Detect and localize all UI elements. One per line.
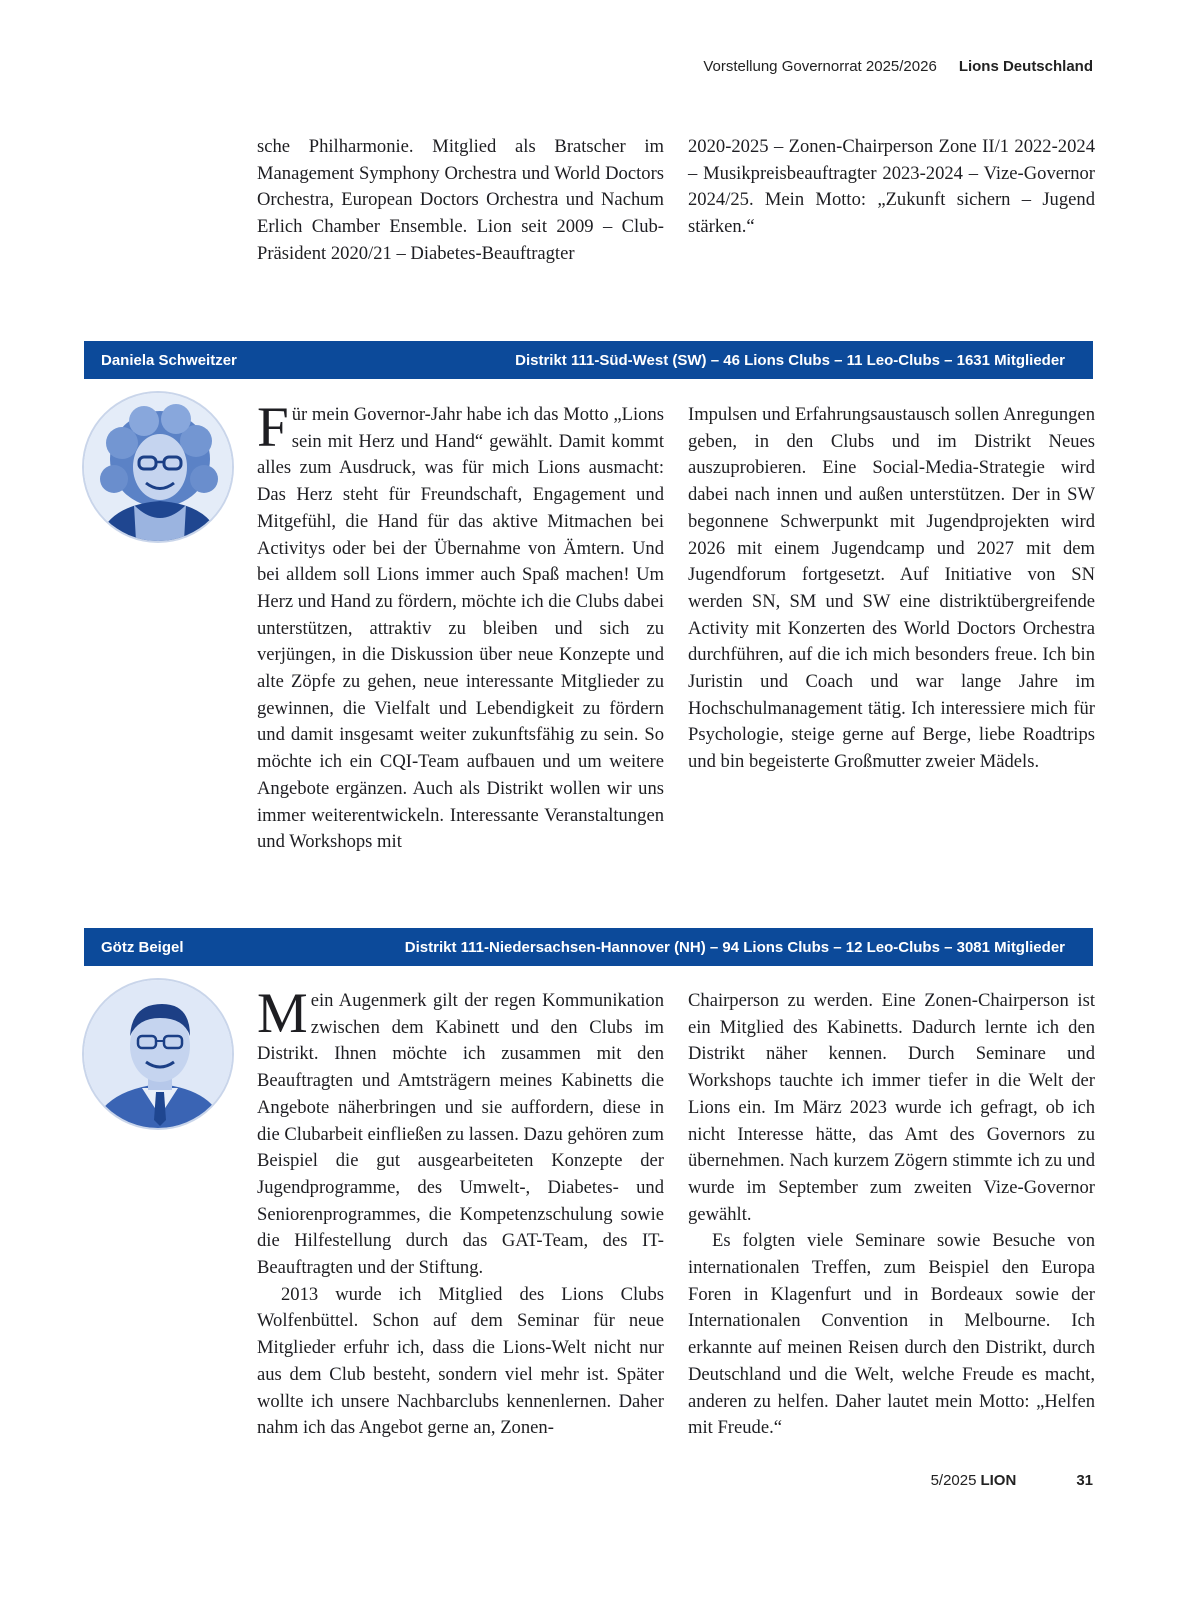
profile-name: Götz Beigel	[101, 938, 184, 956]
profile-text-left: Für mein Governor-Jahr habe ich das Motto „Lions sein mit Herz und Hand“ gewählt. Damit kommt alles zum Ausdruck, was für mich Lions ausmacht: Das Herz steht für Freundschaft, Engagement und Mitgefühl, die Hand für das aktive Mitmachen bei Activitys oder bei der Übernahme von Ämtern. Und bei alldem soll Lions immer auch Spaß machen! Um Herz und Hand zu fördern, möchte ich die Clubs dabei unterstützen, attraktiv zu bleiben und sich zu verjüngen, in die Diskussion über neue Konzepte und alte Zöpfe zu gehen, neue interessante Mitglieder zu gewinnen, die Vielfalt und Lebendigkeit zu fördern und damit insgesamt weiter zukunftsfähig zu sein. So möchte ich ein CQI-Team aufbauen und um weitere Angebote ergänzen. Auch als Distrikt wollen wir uns immer weiterentwickeln. Interessante Veranstaltungen und Workshops mit	[257, 396, 664, 853]
district-info: Distrikt 111-Niedersachsen-Hannover (NH) – 94 Lions Clubs – 12 Leo-Clubs – 3081 Mitglieder	[404, 938, 1065, 956]
dropcap: M	[257, 982, 308, 1045]
profile-name: Daniela Schweitzer	[101, 351, 237, 369]
profile-text-right: Impulsen und Erfahrungsaustausch sollen Anregungen geben, in den Clubs und im Distrikt Neues auszuprobieren. Eine Social-Media-Strategie wird dabei nach innen und außen unterstützen. Der in SW begonnene Schwerpunkt mit Jugendprojekten wird 2026 mit einem Jugendcamp und 2027 mit dem Jugendforum fortgesetzt. Auf Initiative von SN werden SN, SM und SW eine distriktübergreifende Activity mit Konzerten des World Doctors Orchestra durchführen, auf die ich mich besonders freue. Ich bin Juristin und Coach und war lange Jahre im Hochschulmanagement tätig. Ich interessiere mich für Psychologie, steige gerne auf Berge, liebe Roadtrips und bin begeisterte Großmutter zweier Mädels.	[688, 404, 1095, 773]
continued-text-left: sche Philharmonie. Mitglied als Bratscher im Management Symphony Orchestra und World Doctors Orchestra, European Doctors Orchestra und Nachum Erlich Chamber Ensemble. Lion seit 2009 – Club-Präsident 2020/21 – Diabetes-Beauftragter	[257, 136, 664, 264]
portrait-photo	[84, 393, 232, 541]
district-info: Distrikt 111-Süd-West (SW) – 46 Lions Clubs – 11 Leo-Clubs – 1631 Mitglieder	[515, 351, 1065, 369]
section-title: Vorstellung Governorrat 2025/2026	[703, 58, 937, 75]
portrait-photo	[84, 980, 232, 1128]
running-header	[703, 58, 1093, 75]
profile-header-bar	[84, 928, 1093, 966]
profile-header-bar	[84, 341, 1093, 379]
page-number: 31	[1076, 1472, 1093, 1489]
dropcap: F	[257, 396, 289, 459]
profile-text-left: Mein Augenmerk gilt der regen Kommunikation zwischen dem Kabinett und den Clubs im Distrikt. Ihnen möchte ich zusammen mit den Beauftragten und Amtsträgern meines Kabinetts die Angebote näherbringen und sie auffordern, diese in die Clubarbeit einfließen zu lassen. Dazu gehören zum Beispiel die gut ausgearbeiteten Konzepte der Jugendprogramme, des Umwelt-, Diabetes- und Seniorenprogrammes, die Kompetenzschulung sowie die Hilfestellung durch das GAT-Team, des IT-Beauftragten und der Stiftung. 2013 wurde ich Mitglied des Lions Clubs Wolfenbüttel. Schon auf dem Seminar für neue Mitglieder erfuhr ich, dass die Lions-Welt nicht nur aus dem Club besteht, sondern viel mehr ist. Später wollte ich unsere Nachbarclubs kennenlernen. Daher nahm ich das Angebot gerne an, Zonen-	[257, 982, 664, 1439]
magazine-name: LION	[980, 1472, 1017, 1489]
profile-text-right: Chairperson zu werden. Eine Zonen-Chairperson ist ein Mitglied des Kabinetts. Dadurch lernte ich den Distrikt näher kennen. Durch Seminare und Workshops tauchte ich immer tiefer in die Welt der Lions ein. Im März 2023 wurde ich gefragt, ob ich nicht Interesse hätte, das Amt des Governors zu übernehmen. Nach kurzem Zögern stimmte ich zu und wurde im September zum zweiten Vize-Governor gewählt. Es folgten viele Seminare sowie Besuche von internationalen Treffen, zum Beispiel den Europa Foren in Klagenfurt und in Bordeaux sowie der Internationalen Convention in Melbourne. Ich erkannte auf meinen Reisen durch den Distrikt, durch Deutschland und die Welt, welche Freude es macht, anderen zu helfen. Daher lautet mein Motto: „Helfen mit Freude.“	[688, 990, 1095, 1439]
continued-text-right: 2020-2025 – Zonen-Chairperson Zone II/1 2022-2024 – Musikpreisbeauftragter 2023-2024 – Vize-Governor 2024/25. Mein Motto: „Zukunft sichern – Jugend stärken.“	[688, 136, 1095, 238]
issue-number: 5/2025	[930, 1472, 977, 1489]
page-footer	[931, 1472, 1093, 1489]
brand-name: Lions Deutschland	[958, 58, 1093, 75]
